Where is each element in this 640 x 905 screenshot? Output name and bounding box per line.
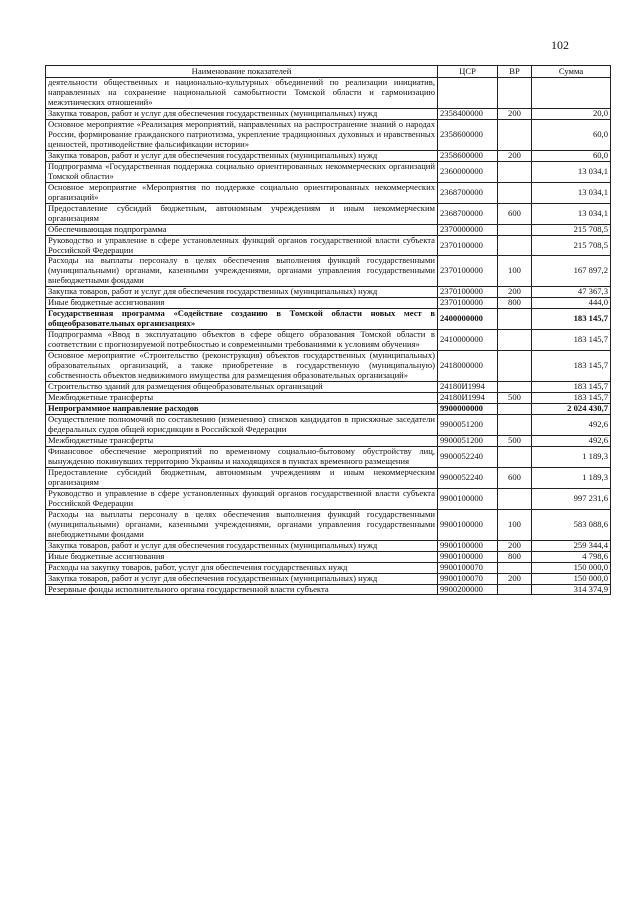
row-sum-cell: 183 145,7 [532, 309, 611, 330]
row-code-cell: 2368700000 [438, 203, 498, 224]
row-code-cell: 9900052240 [438, 446, 498, 467]
row-vr-cell: 600 [498, 467, 532, 488]
table-header-row [46, 66, 611, 78]
table-row [46, 78, 611, 109]
row-code-cell: 24180И1994 [438, 382, 498, 393]
header-code: ЦСР [438, 66, 498, 78]
table-row [46, 573, 611, 584]
table-row [46, 584, 611, 595]
table-row [46, 287, 611, 298]
header-name: Наименование показателей [46, 66, 438, 78]
row-name-cell: Основное мероприятие «Реализация мероприятий, направленных на распространение знаний о народах России, формирование гражданского патриотизма, укрепление традиционных духовных и нравственных ценностей, противодействие фальсификации истории» [46, 119, 438, 150]
row-sum-cell: 150 000,0 [532, 573, 611, 584]
row-vr-cell [498, 161, 532, 182]
row-code-cell: 2370100000 [438, 235, 498, 256]
row-name-cell: Резервные фонды исполнительного органа государственной власти субъекта [46, 584, 438, 595]
row-vr-cell: 100 [498, 509, 532, 540]
row-name-cell: Расходы на закупку товаров, работ, услуг для обеспечения государственных нужд [46, 562, 438, 573]
table-row [46, 562, 611, 573]
table-row [46, 509, 611, 540]
row-vr-cell [498, 404, 532, 415]
table-row [46, 435, 611, 446]
row-name-cell: деятельности общественных и национально-культурных объединений по реализации инициатив, направленных на сохранение национальной самобытности Томской области и гармонизацию межэтнических отношений» [46, 78, 438, 109]
row-sum-cell: 215 708,5 [532, 224, 611, 235]
row-sum-cell: 314 374,9 [532, 584, 611, 595]
row-code-cell: 2370100000 [438, 287, 498, 298]
table-row [46, 119, 611, 150]
row-code-cell: 9900100070 [438, 562, 498, 573]
row-code-cell: 24180И1994 [438, 393, 498, 404]
row-code-cell: 2400000000 [438, 309, 498, 330]
row-code-cell [438, 78, 498, 109]
row-name-cell: Иные бюджетные ассигнования [46, 298, 438, 309]
row-code-cell: 2360000000 [438, 161, 498, 182]
table-row [46, 203, 611, 224]
row-name-cell: Непрограммное направление расходов [46, 404, 438, 415]
row-sum-cell: 492,6 [532, 415, 611, 436]
row-sum-cell: 60,0 [532, 119, 611, 150]
table-row [46, 256, 611, 287]
table-row [46, 551, 611, 562]
row-vr-cell: 200 [498, 540, 532, 551]
table-row [46, 150, 611, 161]
row-code-cell: 2410000000 [438, 330, 498, 351]
row-sum-cell: 20,0 [532, 108, 611, 119]
row-vr-cell: 200 [498, 150, 532, 161]
row-code-cell: 9900100070 [438, 573, 498, 584]
row-vr-cell [498, 351, 532, 382]
row-name-cell: Межбюджетные трансферты [46, 435, 438, 446]
header-vr: ВР [498, 66, 532, 78]
table-row [46, 382, 611, 393]
row-sum-cell: 183 145,7 [532, 351, 611, 382]
row-code-cell: 2370000000 [438, 224, 498, 235]
row-vr-cell [498, 330, 532, 351]
row-code-cell: 2358600000 [438, 150, 498, 161]
row-vr-cell [498, 488, 532, 509]
row-vr-cell: 500 [498, 393, 532, 404]
row-vr-cell: 200 [498, 573, 532, 584]
row-name-cell: Закупка товаров, работ и услуг для обеспечения государственных (муниципальных) нужд [46, 150, 438, 161]
row-code-cell: 2358400000 [438, 108, 498, 119]
row-code-cell: 9900200000 [438, 584, 498, 595]
table-body [46, 78, 611, 595]
budget-table [45, 65, 611, 595]
row-name-cell: Финансовое обеспечение мероприятий по временному социально-бытовому обустройству лиц, вынужденно покинувших территорию Украины и находящихся в пунктах временного размещения [46, 446, 438, 467]
table-row [46, 309, 611, 330]
row-name-cell: Руководство и управление в сфере установленных функций органов государственной власти субъекта Российской Федерации [46, 488, 438, 509]
row-vr-cell [498, 562, 532, 573]
row-name-cell: Закупка товаров, работ и услуг для обеспечения государственных (муниципальных) нужд [46, 287, 438, 298]
row-name-cell: Осуществление полномочий по составлению (изменению) списков кандидатов в присяжные заседатели федеральных судов общей юрисдикции в Российской Федерации [46, 415, 438, 436]
row-vr-cell [498, 584, 532, 595]
row-name-cell: Обеспечивающая подпрограмма [46, 224, 438, 235]
row-sum-cell: 1 189,3 [532, 446, 611, 467]
table-row [46, 488, 611, 509]
row-code-cell: 9900051200 [438, 415, 498, 436]
row-sum-cell: 583 088,6 [532, 509, 611, 540]
row-vr-cell [498, 182, 532, 203]
row-vr-cell [498, 309, 532, 330]
row-sum-cell: 60,0 [532, 150, 611, 161]
row-sum-cell: 167 897,2 [532, 256, 611, 287]
row-sum-cell: 4 798,6 [532, 551, 611, 562]
row-name-cell: Государственная программа «Содействие созданию в Томской области новых мест в общеобразовательных организациях» [46, 309, 438, 330]
table-row [46, 224, 611, 235]
row-sum-cell [532, 78, 611, 109]
row-name-cell: Строительство зданий для размещения общеобразовательных организаций [46, 382, 438, 393]
table-row [46, 446, 611, 467]
row-code-cell: 2358600000 [438, 119, 498, 150]
row-vr-cell: 200 [498, 108, 532, 119]
row-name-cell: Подпрограмма «Государственная поддержка социально ориентированных некоммерческих организаций Томской области» [46, 161, 438, 182]
row-name-cell: Основное мероприятие «Строительство (реконструкция) объектов государственных (муниципальных) образовательных организаций, а также приобретение в государственную (муниципальную) собственность объектов недвижимого имущества для размещения образовательных организаций» [46, 351, 438, 382]
row-vr-cell [498, 382, 532, 393]
table-row [46, 235, 611, 256]
row-vr-cell [498, 78, 532, 109]
row-sum-cell: 183 145,7 [532, 393, 611, 404]
table-row [46, 467, 611, 488]
row-code-cell: 9900000000 [438, 404, 498, 415]
row-vr-cell: 500 [498, 435, 532, 446]
row-vr-cell [498, 446, 532, 467]
row-code-cell: 2368700000 [438, 182, 498, 203]
row-sum-cell: 150 000,0 [532, 562, 611, 573]
row-name-cell: Межбюджетные трансферты [46, 393, 438, 404]
row-vr-cell: 200 [498, 287, 532, 298]
row-code-cell: 9900051200 [438, 435, 498, 446]
page-number: 102 [551, 38, 569, 52]
row-sum-cell: 183 145,7 [532, 330, 611, 351]
row-code-cell: 9900100000 [438, 551, 498, 562]
table-row [46, 182, 611, 203]
row-code-cell: 9900100000 [438, 509, 498, 540]
row-code-cell: 9900100000 [438, 488, 498, 509]
row-vr-cell [498, 224, 532, 235]
row-sum-cell: 1 189,3 [532, 467, 611, 488]
row-vr-cell: 600 [498, 203, 532, 224]
row-name-cell: Иные бюджетные ассигнования [46, 551, 438, 562]
row-vr-cell: 800 [498, 551, 532, 562]
row-sum-cell: 259 344,4 [532, 540, 611, 551]
row-vr-cell [498, 415, 532, 436]
header-sum: Сумма [532, 66, 611, 78]
row-code-cell: 2370100000 [438, 256, 498, 287]
row-vr-cell [498, 119, 532, 150]
table-row [46, 415, 611, 436]
row-name-cell: Предоставление субсидий бюджетным, автономным учреждениям и иным некоммерческим организациям [46, 203, 438, 224]
row-sum-cell: 183 145,7 [532, 382, 611, 393]
row-name-cell: Подпрограмма «Ввод в эксплуатацию объектов в сфере общего образования Томской области в соответствии с прогнозируемой потребностью и современными требованиями к условиям обучения» [46, 330, 438, 351]
row-code-cell: 9900100000 [438, 540, 498, 551]
row-name-cell: Закупка товаров, работ и услуг для обеспечения государственных (муниципальных) нужд [46, 108, 438, 119]
row-name-cell: Предоставление субсидий бюджетным, автономным учреждениям и иным некоммерческим организациям [46, 467, 438, 488]
row-sum-cell: 444,0 [532, 298, 611, 309]
row-sum-cell: 492,6 [532, 435, 611, 446]
table-row [46, 393, 611, 404]
row-sum-cell: 47 367,3 [532, 287, 611, 298]
row-sum-cell: 13 034,1 [532, 203, 611, 224]
table-row [46, 330, 611, 351]
table-row [46, 404, 611, 415]
table-row [46, 161, 611, 182]
row-vr-cell [498, 235, 532, 256]
row-sum-cell: 2 024 430,7 [532, 404, 611, 415]
table-row [46, 298, 611, 309]
row-vr-cell: 100 [498, 256, 532, 287]
row-sum-cell: 997 231,6 [532, 488, 611, 509]
row-name-cell: Основное мероприятие «Мероприятия по поддержке социально ориентированных некоммерческих организаций» [46, 182, 438, 203]
row-name-cell: Расходы на выплаты персоналу в целях обеспечения выполнения функций государственными (муниципальными) органами, казенными учреждениями, органами управления государственными внебюджетными фондами [46, 256, 438, 287]
table-row [46, 108, 611, 119]
table-row [46, 540, 611, 551]
row-code-cell: 2370100000 [438, 298, 498, 309]
row-sum-cell: 13 034,1 [532, 182, 611, 203]
row-name-cell: Расходы на выплаты персоналу в целях обеспечения выполнения функций государственными (муниципальными) органами, казенными учреждениями, органами управления государственными внебюджетными фондами [46, 509, 438, 540]
row-name-cell: Закупка товаров, работ и услуг для обеспечения государственных (муниципальных) нужд [46, 540, 438, 551]
row-code-cell: 2418000000 [438, 351, 498, 382]
row-name-cell: Закупка товаров, работ и услуг для обеспечения государственных (муниципальных) нужд [46, 573, 438, 584]
row-name-cell: Руководство и управление в сфере установленных функций органов государственной власти субъекта Российской Федерации [46, 235, 438, 256]
row-code-cell: 9900052240 [438, 467, 498, 488]
table-row [46, 351, 611, 382]
row-sum-cell: 13 034,1 [532, 161, 611, 182]
row-vr-cell: 800 [498, 298, 532, 309]
row-sum-cell: 215 708,5 [532, 235, 611, 256]
